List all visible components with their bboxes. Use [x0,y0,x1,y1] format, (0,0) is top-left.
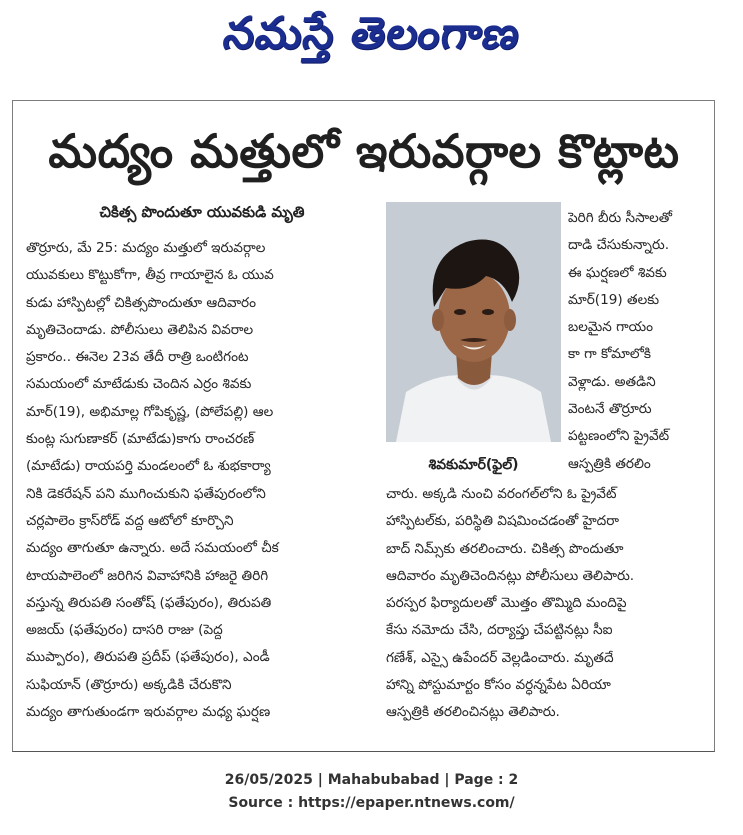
body-line: బలమైన గాయం [568,319,653,336]
article-headline: మద్యం మత్తులో ఇరువర్గాల కొట్లాట [48,124,680,178]
portrait-photo-icon [386,202,561,442]
body-line: (మాటేడు) రాయపర్తి మండలంలో ఓ శుభకార్యా [26,458,271,475]
article-body-left-column [26,235,376,747]
body-line: మద్యం తాగుతుండగా ఇరువర్గాల మధ్య ఘర్షణ [26,704,271,721]
body-line: కేసు నమోదు చేసి, దర్యాప్తు చేపట్టినట్లు సీఐ [386,622,613,639]
body-line: పట్టణంలోని ప్రైవేట్ [568,428,670,445]
body-line: ఆస్పత్రికి తరలించినట్లు తెలిపారు. [386,704,560,721]
photo-caption: శివకుమార్(ఫైల్) [428,457,519,473]
body-line: హాస్పిటల్‌కు, పరిస్థితి విషమించడంతో హైదరా [386,513,619,530]
body-line: చారు. అక్కడి నుంచి వరంగల్‌లోని ఓ ప్రైవేట్ [386,486,617,502]
body-line: పెరిగి బీరు సీసాలతో [568,210,673,226]
body-line: నికి డెకరేషన్ పని ముగించుకుని ఫతేపురంలోని [26,485,266,502]
portrait-photo [386,202,561,442]
body-line: తొర్రూరు, మే 25: మద్యం మత్తులో ఇరువర్గాల [26,240,266,256]
body-line: దాడి చేసుకున్నారు. [568,237,670,254]
body-line: కుడు హాస్పిటల్లో చికిత్సపొందుతూ ఆదివారం [26,294,257,311]
body-line: మార్(19) తలకు [568,291,660,308]
body-line: చర్లపాలెం క్రాస్‌రోడ్ వద్ద ఆటోలో కూర్చొని [26,512,234,529]
body-line: మార్(19), అభిమాల్ల గోపికృష్ణ, (పోలేపల్లి) ఆల [26,403,274,420]
body-line: ఆదివారం మృతిచెందినట్లు పోలీసులు తెలిపారు. [386,567,635,584]
body-line: వెళ్లాడు. అతడిని [568,373,656,390]
body-line: వస్తున్న తిరుపతి సంతోష్ (ఫతేపురం), తిరుపతి [26,594,272,611]
body-line: వెంటనే తొర్రూరు [568,401,652,418]
body-line: మద్యం తాగుతూ ఉన్నారు. అదే సమయంలో చీక [26,540,279,557]
masthead [0,0,743,80]
body-line: గణేశ్, ఎస్సై ఉపేందర్ వెల్లడించారు. మృతదే [386,649,614,666]
body-line: మృతిచెందాడు. పోలీసులు తెలిపిన వివరాల [26,321,254,338]
body-line: సుఫియాన్ (తొర్రూరు) అక్కడికి చేరుకొని [26,676,232,693]
body-line: కా గా కోమాలోకి [568,346,651,363]
body-line: యువకులు కొట్టుకోగా, తీవ్ర గాయాలైన ఓ యువ [26,267,274,284]
body-line: కుంట్ల సుగుణాకర్ (మాటేడు)కాగు రాంచరణ్ [26,431,255,448]
body-line: పరస్పర ఫిర్యాదులతో మొత్తం తొమ్మిది మందిపై [386,595,627,612]
body-line: బాద్ నిమ్స్‌కు తరలించారు. చికిత్స పొందుతూ [386,540,624,557]
article-body-right-top [568,205,708,475]
body-line: ముప్పారం), తిరుపతి ప్రదీప్ (ఫతేపురం), ఎండీ [26,649,270,666]
article-body-right-bottom [386,481,708,747]
body-line: హాన్ని పోస్టుమార్టం కోసం వర్ధన్నపేట ఏరియా [386,677,611,694]
body-line: అజయ్ (ఫతేపురం) దాసరి రాజు (పెద్ద [26,622,223,639]
body-line: టాయపాలెంలో జరిగిన వివాహానికి హాజరై తిరిగి [26,567,269,584]
body-line: ప్రకారం.. ఈనెల 23వ తేదీ రాత్రి ఒంటిగంట [26,349,249,366]
footer-source-link[interactable]: Source : https://epaper.ntnews.com/ [228,795,515,811]
body-line: ఆస్పత్రికి తరలిం [568,455,651,472]
article-subheadline: చికిత్స పొందుతూ యువకుడి మృతి [99,203,305,221]
footer-date-edition: 26/05/2025 | Mahabubabad | Page : 2 [224,772,519,788]
body-line: ఈ ఘర్షణలో శివకు [568,264,667,281]
body-line: సమయంలో మాటేడుకు చెందిన ఎర్రం శివకు [26,376,252,393]
masthead-logo: నమస్తే తెలంగాణ [220,8,524,59]
